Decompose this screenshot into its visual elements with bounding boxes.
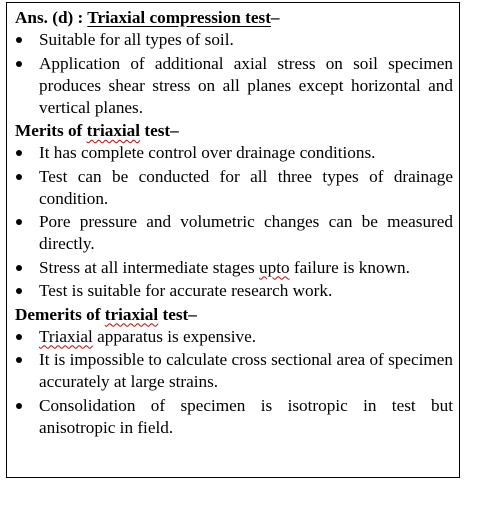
list-item-text: Consolidation of specimen is isotropic in test but anisotropic in field. (39, 395, 453, 437)
list-item-text: It has complete control over drainage conditions. (39, 143, 376, 162)
list-item-text (39, 258, 410, 277)
demerits-list (15, 326, 453, 439)
bullet-icon (16, 334, 22, 340)
answer-list (15, 29, 453, 119)
bullet-icon (16, 150, 22, 156)
list-item-text: Test can be conducted for all three types of drainage condition. (39, 166, 453, 208)
list-item-text: Pore pressure and volumetric changes can be measured directly. (39, 212, 453, 253)
bullet-icon (16, 357, 22, 363)
list-item-text (39, 327, 256, 346)
demerits-suffix: test– (158, 304, 197, 324)
bullet-icon (16, 219, 22, 225)
list-item (15, 142, 453, 164)
merits-keyword: triaxial (86, 121, 141, 140)
demerits-keyword: triaxial (104, 304, 159, 324)
merits-list (15, 142, 453, 302)
list-item (15, 29, 453, 51)
list-item (15, 166, 453, 210)
spellcheck-word: Triaxial (39, 326, 93, 346)
text-fragment: apparatus is expensive. (92, 326, 257, 346)
list-item (15, 53, 453, 119)
list-item (15, 257, 453, 279)
bullet-icon (16, 37, 22, 43)
answer-prefix: Ans. (d) : (15, 8, 88, 27)
spellcheck-word: upto (259, 257, 290, 277)
list-item-text: Application of additional axial stress on soil specimen produces shear stress on all planes except horizontal and vertical planes. (39, 53, 453, 117)
list-item-text: Test is suitable for accurate research work. (39, 281, 333, 300)
merits-prefix: Merits of (15, 121, 87, 140)
answer-title: Triaxial compression test (87, 8, 271, 27)
answer-heading (15, 7, 453, 29)
list-item (15, 280, 453, 302)
text-fragment: Stress at all intermediate stages (39, 257, 260, 277)
bullet-icon (16, 403, 22, 409)
bullet-icon (16, 265, 22, 271)
list-item (15, 395, 453, 439)
bullet-icon (16, 61, 22, 67)
bullet-icon (16, 288, 22, 294)
demerits-heading (15, 304, 453, 326)
list-item-text: It is impossible to calculate cross sectional area of specimen accurately at large strains. (39, 350, 453, 391)
text-fragment: failure is known. (289, 257, 410, 277)
list-item (15, 349, 453, 393)
merits-heading (15, 120, 453, 142)
list-item (15, 211, 453, 255)
demerits-prefix: Demerits of (15, 304, 105, 324)
answer-box (6, 2, 460, 478)
list-item (15, 326, 453, 348)
answer-suffix: – (270, 8, 280, 27)
bullet-icon (16, 174, 22, 180)
merits-suffix: test– (140, 121, 179, 140)
list-item-text: Suitable for all types of soil. (39, 30, 234, 49)
